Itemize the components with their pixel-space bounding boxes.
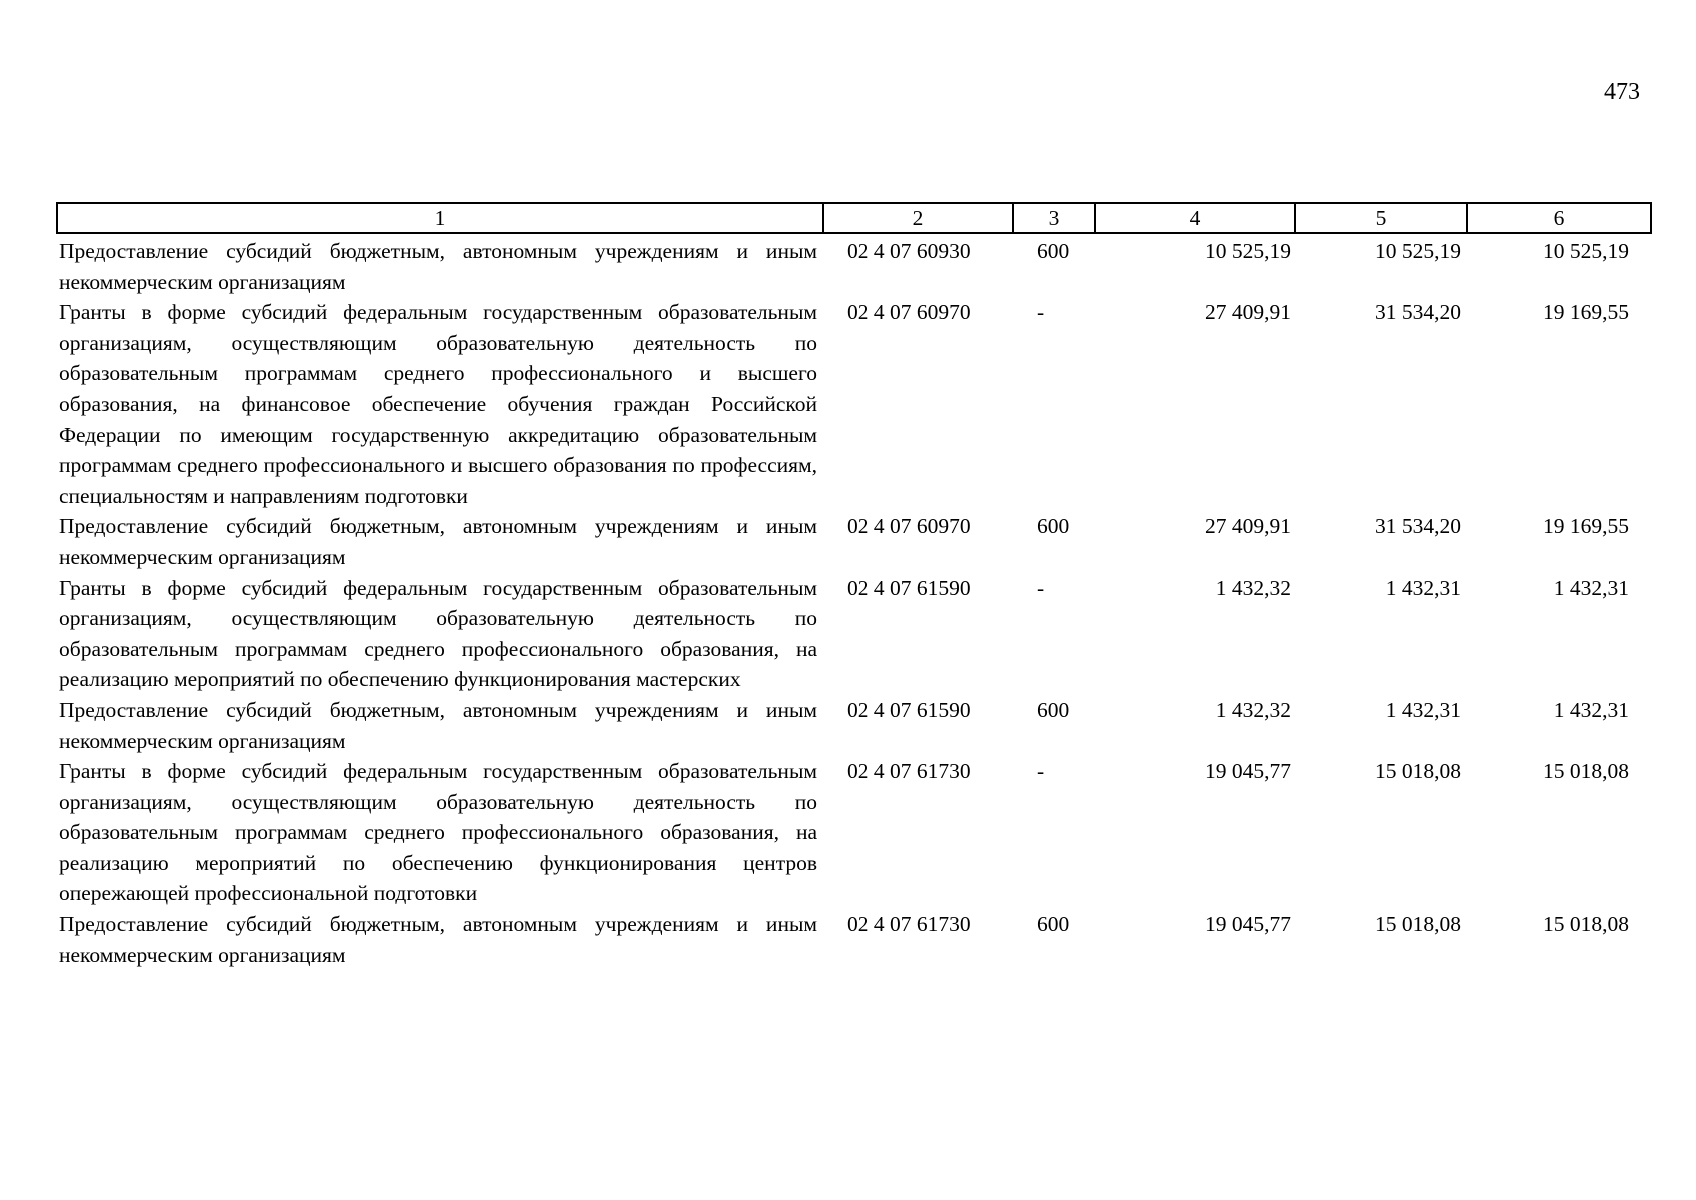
row-value-5: 10 525,19: [1375, 239, 1461, 263]
row-code: 02 4 07 60970: [847, 300, 971, 325]
row-value-6: 1 432,31: [1553, 575, 1629, 600]
row-code: 02 4 07 61730: [847, 759, 971, 784]
table-row: [57, 511, 1651, 572]
column-header-4: 4: [1095, 203, 1295, 233]
row-name: Гранты в форме субсидий федеральным государственным образовательным организациям, осуществляющим образовательную деятельность по образовательным программам среднего профессионального и высшего образования, на финансовое обеспечение обучения граждан Российской Федерации по имеющим государственную аккредитацию образовательным программам среднего профессионального и высшего образования по профессиям, специальностям и направлениям подготовки: [59, 300, 817, 508]
column-header-2: 2: [823, 203, 1013, 233]
row-value-5: 1 432,31: [1385, 575, 1461, 600]
row-value-4: 19 045,77: [1205, 759, 1291, 784]
row-value-5: 31 534,20: [1375, 514, 1461, 539]
row-value-6: 10 525,19: [1543, 239, 1629, 263]
row-expense-type: 600: [1037, 239, 1070, 263]
row-code: 02 4 07 61590: [847, 697, 971, 722]
row-name: Предоставление субсидий бюджетным, автономным учреждениям и иным некоммерческим организациям: [59, 239, 817, 294]
table-row: [57, 695, 1651, 756]
table-row: [57, 297, 1651, 511]
row-name: Предоставление субсидий бюджетным, автономным учреждениям и иным некоммерческим организациям: [59, 697, 817, 753]
row-value-6: 15 018,08: [1543, 912, 1629, 937]
row-value-4: 19 045,77: [1205, 912, 1291, 937]
row-code: 02 4 07 61730: [847, 912, 971, 937]
row-code: 02 4 07 61590: [847, 575, 971, 600]
row-code: 02 4 07 60970: [847, 514, 971, 539]
row-expense-type: 600: [1037, 697, 1070, 722]
row-value-5: 31 534,20: [1375, 300, 1461, 325]
row-value-4: 1 432,32: [1215, 697, 1291, 722]
row-value-5: 15 018,08: [1375, 759, 1461, 784]
budget-table: [56, 202, 1652, 970]
column-header-6: 6: [1467, 203, 1651, 233]
row-expense-type: -: [1037, 759, 1045, 784]
row-value-4: 10 525,19: [1205, 239, 1291, 263]
row-expense-type: 600: [1037, 912, 1070, 937]
row-value-6: 1 432,31: [1553, 697, 1629, 722]
table-row: [57, 233, 1651, 297]
column-header-1: 1: [57, 203, 823, 233]
column-header-3: 3: [1013, 203, 1095, 233]
row-value-4: 27 409,91: [1205, 300, 1291, 325]
header-row: [57, 203, 1651, 233]
row-expense-type: 600: [1037, 514, 1070, 539]
row-code: 02 4 07 60930: [847, 239, 971, 263]
row-name: Предоставление субсидий бюджетным, автономным учреждениям и иным некоммерческим организациям: [59, 912, 817, 967]
row-name: Предоставление субсидий бюджетным, автономным учреждениям и иным некоммерческим организациям: [59, 514, 817, 569]
row-value-5: 1 432,31: [1385, 697, 1461, 722]
table-body: [57, 233, 1651, 970]
row-name: Гранты в форме субсидий федеральным государственным образовательным организациям, осуществляющим образовательную деятельность по образовательным программам среднего профессионального образования, на реализацию мероприятий по обеспечению функционирования мастерских: [59, 575, 817, 692]
page-number: 473: [1604, 79, 1640, 105]
table-header: [57, 203, 1651, 233]
table-row: [57, 756, 1651, 909]
row-name: Гранты в форме субсидий федеральным государственным образовательным организациям, осуществляющим образовательную деятельность по образовательным программам среднего профессионального образования, на реализацию мероприятий по обеспечению функционирования центров опережающей профессиональной подготовки: [59, 759, 817, 906]
row-value-6: 19 169,55: [1543, 514, 1629, 539]
row-expense-type: -: [1037, 575, 1045, 600]
row-value-6: 19 169,55: [1543, 300, 1629, 325]
row-value-4: 1 432,32: [1215, 575, 1291, 600]
row-value-4: 27 409,91: [1205, 514, 1291, 539]
table-row: [57, 909, 1651, 970]
column-header-5: 5: [1295, 203, 1467, 233]
table-row: [57, 573, 1651, 695]
row-expense-type: -: [1037, 300, 1045, 325]
row-value-5: 15 018,08: [1375, 912, 1461, 937]
row-value-6: 15 018,08: [1543, 759, 1629, 784]
